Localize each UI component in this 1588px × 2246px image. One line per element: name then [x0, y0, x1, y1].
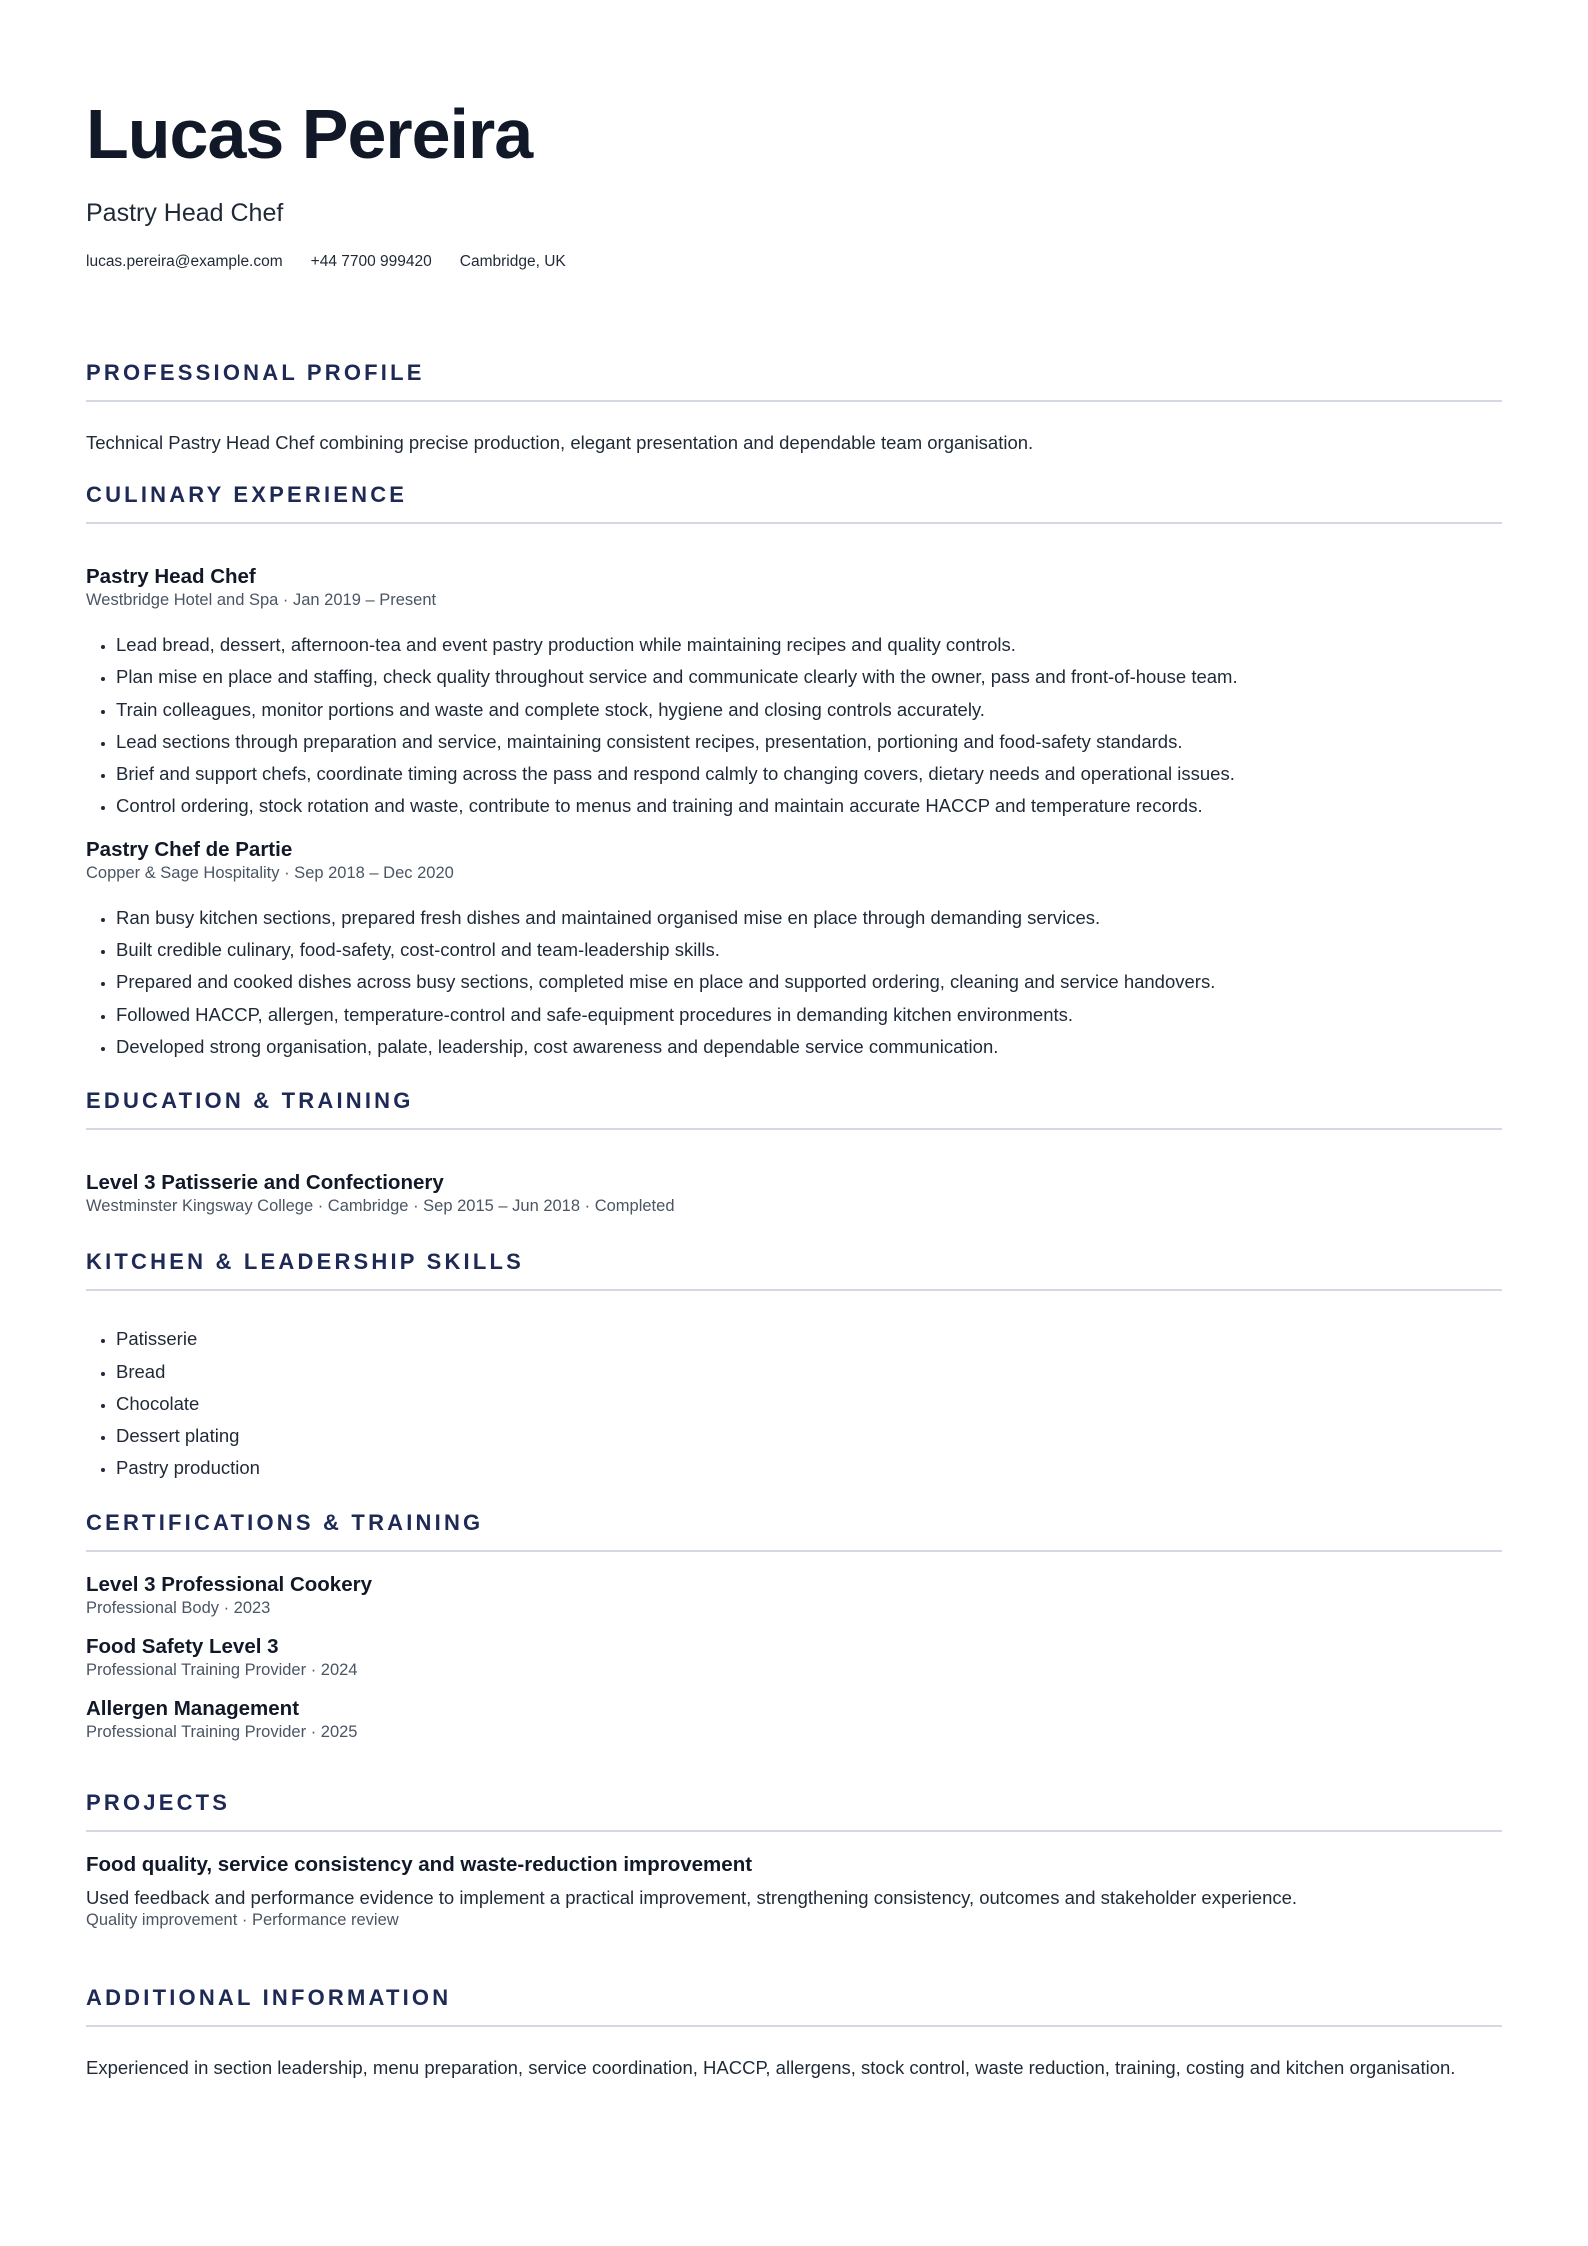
job-entry	[86, 837, 1502, 1063]
certification-meta: Professional Body · 2023	[86, 1598, 271, 1617]
job-bullet: • Train colleagues, monitor portions and waste and complete stock, hygiene and closing controls accurately.	[116, 694, 1502, 726]
job-entry	[86, 564, 1502, 823]
profile-summary: Technical Pastry Head Chef combining precise production, elegant presentation and dependable team organisation.	[86, 432, 1034, 453]
job-bullet: • Brief and support chefs, coordinate timing across the pass and respond calmly to changing covers, dietary needs and operational issues.	[116, 758, 1502, 790]
additional-text: Experienced in section leadership, menu preparation, service coordination, HACCP, allergens, stock control, waste reduction, training, costing and kitchen organisation.	[86, 2056, 1456, 2078]
certification-title: Allergen Management	[86, 1696, 300, 1720]
certification-entry	[86, 1572, 1502, 1618]
section-heading-skills: KITCHEN & LEADERSHIP SKILLS	[86, 1249, 525, 1275]
job-bullet: • Lead bread, dessert, afternoon-tea and event pastry production while maintaining recipes and quality controls.	[116, 629, 1502, 661]
job-title: Pastry Head Chef	[86, 565, 256, 588]
job-bullet: • Control ordering, stock rotation and waste, contribute to menus and training and maintain accurate HACCP and temperature records.	[116, 790, 1502, 822]
certification-meta: Professional Training Provider · 2025	[86, 1722, 358, 1741]
job-bullet: • Lead sections through preparation and service, maintaining consistent recipes, presentation, portioning and food-safety standards.	[116, 726, 1502, 758]
contact-location: Cambridge, UK	[459, 253, 566, 270]
education-entry	[86, 1170, 1502, 1216]
candidate-title: Pastry Head Chef	[86, 199, 284, 227]
education-title: Level 3 Patisserie and Confectionery	[86, 1171, 444, 1195]
section-projects	[86, 1789, 1502, 1930]
section-heading-projects: PROJECTS	[86, 1789, 231, 1815]
contact-line	[86, 252, 1502, 272]
section-divider	[86, 400, 1502, 402]
section-education	[86, 1087, 1502, 1216]
section-heading-profile: PROFESSIONAL PROFILE	[86, 360, 425, 385]
section-certifications	[86, 1509, 1502, 1742]
job-bullet: • Built credible culinary, food-safety, cost-control and team-leadership skills.	[116, 934, 1502, 966]
section-heading-certifications: CERTIFICATIONS & TRAINING	[86, 1509, 484, 1535]
job-bullets	[86, 902, 1502, 1063]
education-meta: Westminster Kingsway College · Cambridge · Sep 2015 – Jun 2018 · Completed	[86, 1197, 675, 1216]
certification-meta: Professional Training Provider · 2024	[86, 1660, 358, 1679]
certification-title: Food Safety Level 3	[86, 1634, 279, 1658]
certification-title: Level 3 Professional Cookery	[86, 1572, 372, 1596]
section-heading-education: EDUCATION & TRAINING	[86, 1088, 414, 1114]
project-meta: Quality improvement · Performance review	[86, 1910, 399, 1929]
section-divider	[86, 1289, 1502, 1291]
section-divider	[86, 522, 1502, 524]
project-title: Food quality, service consistency and waste-reduction improvement	[86, 1852, 753, 1876]
job-bullet: • Followed HACCP, allergen, temperature-control and safe-equipment procedures in demanding kitchen environments.	[116, 999, 1502, 1031]
certification-entry	[86, 1634, 1502, 1680]
section-heading-additional: ADDITIONAL INFORMATION	[86, 1984, 452, 2010]
contact-email[interactable]: lucas.pereira@example.com	[86, 253, 283, 270]
section-experience	[86, 481, 1502, 1063]
skills-list	[86, 1323, 1502, 1484]
job-bullet: • Ran busy kitchen sections, prepared fresh dishes and maintained organised mise en place through demanding services.	[116, 902, 1502, 934]
job-title: Pastry Chef de Partie	[86, 837, 293, 861]
job-bullet: • Plan mise en place and staffing, check quality throughout service and communicate clearly with the owner, pass and front-of-house team.	[116, 661, 1502, 693]
project-entry	[86, 1852, 1502, 1930]
section-skills	[86, 1248, 1502, 1484]
candidate-name: Lucas Pereira	[86, 95, 533, 173]
section-divider	[86, 1128, 1502, 1130]
section-divider	[86, 2025, 1502, 2027]
project-description: Used feedback and performance evidence to implement a practical improvement, strengthening consistency, outcomes and stakeholder experience.	[86, 1886, 1298, 1908]
job-bullet: • Prepared and cooked dishes across busy sections, completed mise en place and supported ordering, cleaning and service handovers.	[116, 966, 1502, 998]
skill-item: • Chocolate	[116, 1388, 1502, 1420]
skill-item: • Pastry production	[116, 1452, 1502, 1484]
job-meta: Westbridge Hotel and Spa · Jan 2019 – Present	[86, 591, 437, 609]
job-bullets	[86, 629, 1502, 823]
certification-entry	[86, 1696, 1502, 1742]
section-heading-experience: CULINARY EXPERIENCE	[86, 482, 408, 507]
skill-item: • Dessert plating	[116, 1420, 1502, 1452]
section-divider	[86, 1550, 1502, 1552]
section-additional	[86, 1984, 1502, 2080]
job-bullet: • Developed strong organisation, palate, leadership, cost awareness and dependable service communication.	[116, 1031, 1502, 1063]
contact-phone[interactable]: +44 7700 999420	[310, 253, 432, 270]
skill-item: • Patisserie	[116, 1323, 1502, 1355]
section-profile	[86, 359, 1502, 455]
section-divider	[86, 1830, 1502, 1832]
job-meta: Copper & Sage Hospitality · Sep 2018 – Dec 2020	[86, 863, 454, 882]
skill-item: • Bread	[116, 1356, 1502, 1388]
